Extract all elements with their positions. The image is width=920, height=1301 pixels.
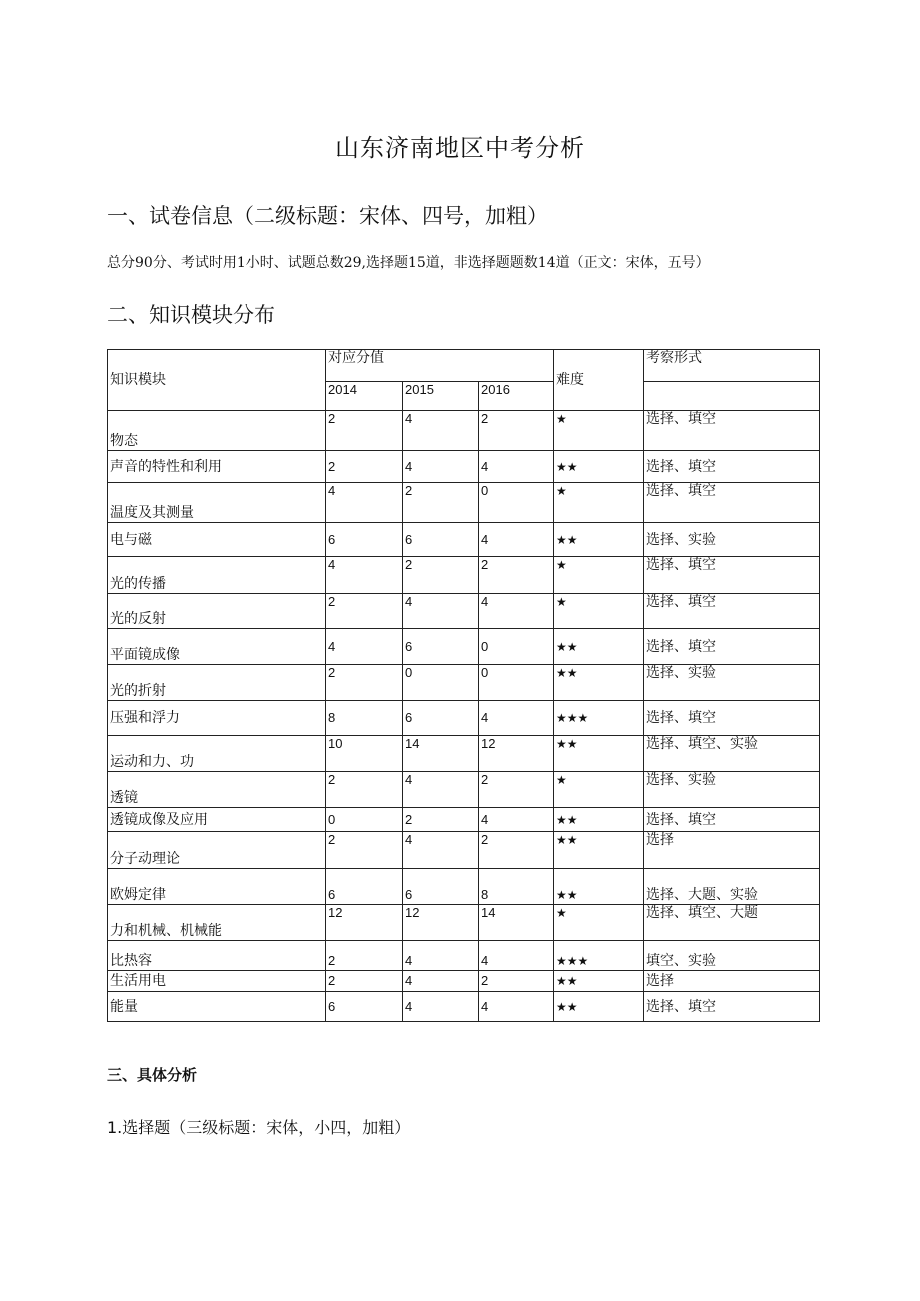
difficulty-cell: ★★ [554,832,644,869]
form-cell: 选择、填空 [644,701,820,736]
difficulty-cell: ★ [554,772,644,808]
difficulty-cell: ★ [554,557,644,594]
score-2015-cell: 4 [403,832,479,869]
table-row [108,905,820,941]
form-cell: 填空、实验 [644,941,820,971]
module-name-cell: 运动和力、功 [108,736,326,772]
difficulty-cell: ★★ [554,451,644,483]
form-cell: 选择、填空、大题 [644,905,820,941]
module-name-cell: 欧姆定律 [108,869,326,905]
difficulty-cell: ★★ [554,523,644,557]
score-2016-cell: 4 [479,594,554,629]
header-form-blank [644,382,820,411]
difficulty-cell: ★★ [554,971,644,992]
form-cell: 选择、填空 [644,411,820,451]
score-2014-cell: 2 [326,772,403,808]
score-2015-cell: 4 [403,411,479,451]
form-cell: 选择、实验 [644,772,820,808]
form-cell: 选择、填空 [644,483,820,523]
form-cell: 选择 [644,832,820,869]
score-2015-cell: 4 [403,451,479,483]
table-row [108,701,820,736]
score-2016-cell: 2 [479,832,554,869]
score-2014-cell: 6 [326,523,403,557]
score-2015-cell: 4 [403,971,479,992]
module-name-cell: 比热容 [108,941,326,971]
section-heading-knowledge-modules: 二、知识模块分布 [107,303,275,327]
score-2014-cell: 12 [326,905,403,941]
score-2016-cell: 4 [479,523,554,557]
paper-info-text: 总分90分、考试时用1小时、试题总数29,选择题15道，非选择题题数14道（正文：宋体，五号） [107,255,710,271]
page-title: 山东济南地区中考分析 [335,134,585,162]
score-2014-cell: 0 [326,808,403,832]
module-name-cell: 光的传播 [108,557,326,594]
form-cell: 选择、填空 [644,808,820,832]
module-name-cell: 电与磁 [108,523,326,557]
form-cell: 选择、填空 [644,629,820,665]
knowledge-module-table [107,349,820,1022]
table-row [108,557,820,594]
table-row [108,941,820,971]
score-2016-cell: 2 [479,411,554,451]
table-row [108,483,820,523]
score-2016-cell: 4 [479,941,554,971]
difficulty-cell: ★★ [554,736,644,772]
module-name-cell: 温度及其测量 [108,483,326,523]
score-2014-cell: 2 [326,594,403,629]
score-2015-cell: 2 [403,557,479,594]
difficulty-cell: ★★ [554,665,644,701]
score-2016-cell: 8 [479,869,554,905]
module-name-cell: 光的反射 [108,594,326,629]
score-2014-cell: 4 [326,557,403,594]
section-heading-paper-info: 一、试卷信息（二级标题：宋体、四号，加粗） [107,204,548,228]
score-2014-cell: 8 [326,701,403,736]
score-2016-cell: 4 [479,701,554,736]
score-2016-cell: 2 [479,772,554,808]
table-row [108,665,820,701]
score-2014-cell: 10 [326,736,403,772]
score-2014-cell: 4 [326,483,403,523]
table-row [108,629,820,665]
form-cell: 选择、填空 [644,992,820,1022]
score-2015-cell: 6 [403,869,479,905]
score-2016-cell: 2 [479,971,554,992]
score-2016-cell: 0 [479,629,554,665]
score-2015-cell: 6 [403,629,479,665]
difficulty-cell: ★★ [554,808,644,832]
score-2016-cell: 0 [479,665,554,701]
difficulty-cell: ★★★ [554,941,644,971]
form-cell: 选择、实验 [644,523,820,557]
header-difficulty: 难度 [554,350,644,411]
difficulty-cell: ★★ [554,992,644,1022]
score-2016-cell: 2 [479,557,554,594]
score-2015-cell: 6 [403,523,479,557]
score-2015-cell: 4 [403,594,479,629]
score-2016-cell: 14 [479,905,554,941]
score-2014-cell: 2 [326,451,403,483]
difficulty-cell: ★ [554,905,644,941]
table-row [108,736,820,772]
form-cell: 选择、填空 [644,594,820,629]
module-name-cell: 力和机械、机械能 [108,905,326,941]
header-module: 知识模块 [108,350,326,411]
header-score: 对应分值 [326,350,554,382]
module-name-cell: 生活用电 [108,971,326,992]
score-2015-cell: 2 [403,483,479,523]
difficulty-cell: ★ [554,483,644,523]
table-row [108,411,820,451]
form-cell: 选择、实验 [644,665,820,701]
module-name-cell: 光的折射 [108,665,326,701]
form-cell: 选择、填空、实验 [644,736,820,772]
table-row [108,523,820,557]
difficulty-cell: ★★ [554,629,644,665]
score-2014-cell: 2 [326,832,403,869]
score-2015-cell: 2 [403,808,479,832]
score-2016-cell: 0 [479,483,554,523]
score-2015-cell: 4 [403,992,479,1022]
header-year: 2015 [403,382,479,411]
score-2014-cell: 2 [326,411,403,451]
table-row [108,808,820,832]
table-row [108,971,820,992]
difficulty-cell: ★ [554,594,644,629]
score-2016-cell: 12 [479,736,554,772]
section-heading-analysis: 三、具体分析 [107,1066,198,1084]
header-year: 2016 [479,382,554,411]
score-2015-cell: 14 [403,736,479,772]
score-2016-cell: 4 [479,451,554,483]
form-cell: 选择、填空 [644,557,820,594]
score-2016-cell: 4 [479,808,554,832]
difficulty-cell: ★ [554,411,644,451]
table-row [108,594,820,629]
table-row [108,869,820,905]
score-2014-cell: 6 [326,992,403,1022]
table-row [108,832,820,869]
score-2015-cell: 12 [403,905,479,941]
score-2015-cell: 0 [403,665,479,701]
score-2015-cell: 4 [403,772,479,808]
module-name-cell: 物态 [108,411,326,451]
module-name-cell: 分子动理论 [108,832,326,869]
score-2014-cell: 6 [326,869,403,905]
form-cell: 选择、填空 [644,451,820,483]
subheading-choice-questions: 1.选择题（三级标题：宋体，小四，加粗） [107,1118,411,1137]
score-2015-cell: 4 [403,941,479,971]
table-row [108,451,820,483]
module-name-cell: 能量 [108,992,326,1022]
difficulty-cell: ★★ [554,869,644,905]
table-row [108,772,820,808]
form-cell: 选择、大题、实验 [644,869,820,905]
score-2014-cell: 4 [326,629,403,665]
module-name-cell: 透镜 [108,772,326,808]
module-name-cell: 压强和浮力 [108,701,326,736]
score-2014-cell: 2 [326,665,403,701]
table-row [108,992,820,1022]
score-2014-cell: 2 [326,971,403,992]
score-2014-cell: 2 [326,941,403,971]
module-name-cell: 声音的特性和利用 [108,451,326,483]
difficulty-cell: ★★★ [554,701,644,736]
module-name-cell: 透镜成像及应用 [108,808,326,832]
header-year: 2014 [326,382,403,411]
score-2016-cell: 4 [479,992,554,1022]
form-cell: 选择 [644,971,820,992]
header-form: 考察形式 [644,350,820,382]
score-2015-cell: 6 [403,701,479,736]
module-name-cell: 平面镜成像 [108,629,326,665]
